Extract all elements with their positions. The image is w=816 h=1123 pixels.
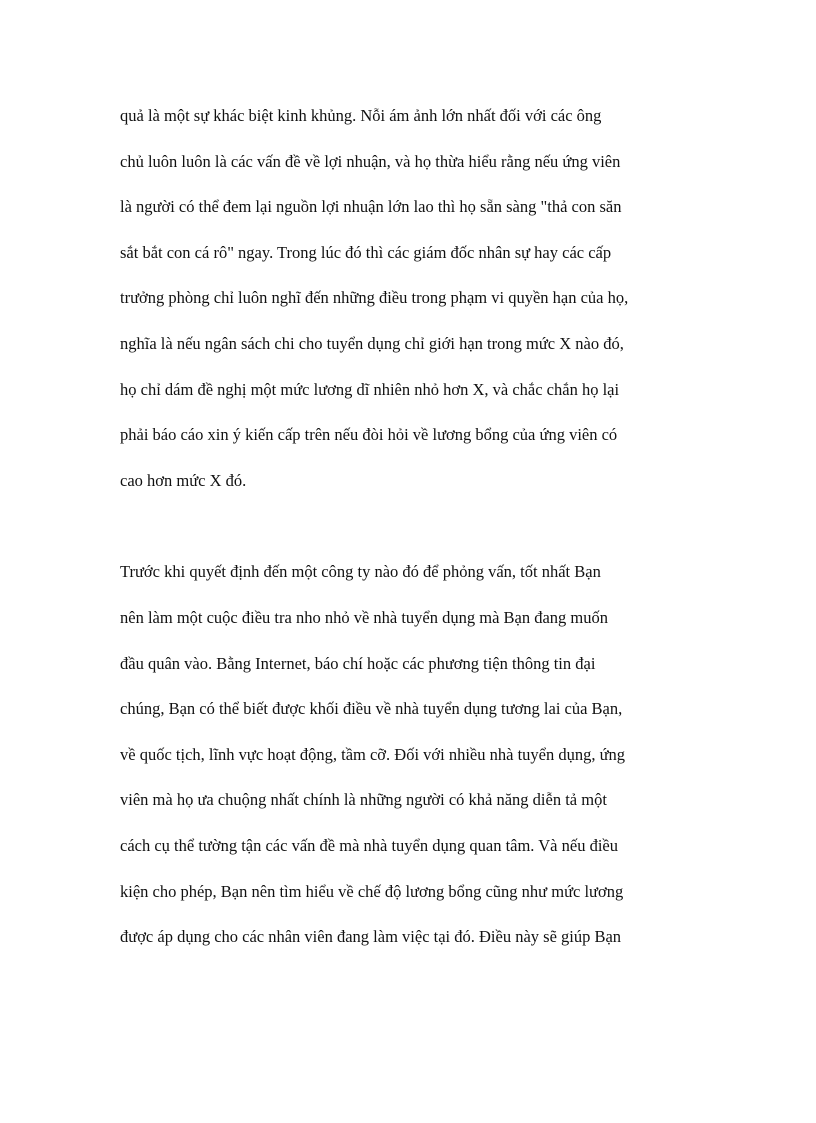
text-line: được áp dụng cho các nhân viên đang làm việc tại đó. Điều này sẽ giúp Bạn bbox=[120, 927, 622, 947]
text-line: trưởng phòng chỉ luôn nghĩ đến những điều trong phạm vi quyền hạn của họ, bbox=[120, 288, 629, 308]
text-line: là người có thể đem lại nguồn lợi nhuận lớn lao thì họ sẵn sàng "thả con săn bbox=[120, 197, 622, 217]
text-line: Trước khi quyết định đến một công ty nào đó để phỏng vấn, tốt nhất Bạn bbox=[120, 562, 601, 582]
text-line: chúng, Bạn có thể biết được khối điều về nhà tuyển dụng tương lai của Bạn, bbox=[120, 699, 623, 719]
paragraph-1 bbox=[120, 101, 700, 511]
text-line: cao hơn mức X đó. bbox=[120, 470, 247, 490]
text-line: cách cụ thể tường tận các vấn đề mà nhà tuyển dụng quan tâm. Và nếu điều bbox=[120, 835, 618, 855]
text-line: nghĩa là nếu ngân sách chi cho tuyển dụng chỉ giới hạn trong mức X nào đó, bbox=[120, 333, 624, 353]
text-line: đầu quân vào. Bằng Internet, báo chí hoặc các phương tiện thông tin đại bbox=[120, 653, 596, 673]
text-line: chủ luôn luôn là các vấn đề về lợi nhuận, và họ thừa hiểu rằng nếu ứng viên bbox=[120, 151, 621, 171]
text-line: viên mà họ ưa chuộng nhất chính là những người có khả năng diễn tả một bbox=[120, 790, 607, 810]
paragraph-2 bbox=[120, 557, 700, 967]
text-line: nên làm một cuộc điều tra nho nhỏ về nhà tuyển dụng mà Bạn đang muốn bbox=[120, 607, 609, 627]
document-body bbox=[120, 101, 700, 968]
text-line: sắt bắt con cá rô" ngay. Trong lúc đó thì các giám đốc nhân sự hay các cấp bbox=[120, 242, 612, 262]
text-line: kiện cho phép, Bạn nên tìm hiểu về chế độ lương bổng cũng như mức lương bbox=[120, 881, 624, 901]
text-line: về quốc tịch, lĩnh vực hoạt động, tầm cỡ. Đối với nhiều nhà tuyển dụng, ứng bbox=[120, 744, 626, 764]
text-line: họ chỉ dám đề nghị một mức lương dĩ nhiên nhỏ hơn X, và chắc chắn họ lại bbox=[120, 379, 620, 399]
text-line: phải báo cáo xin ý kiến cấp trên nếu đòi hỏi về lương bổng của ứng viên có bbox=[120, 425, 618, 445]
text-line: quả là một sự khác biệt kinh khủng. Nỗi ám ảnh lớn nhất đối với các ông bbox=[120, 106, 602, 125]
